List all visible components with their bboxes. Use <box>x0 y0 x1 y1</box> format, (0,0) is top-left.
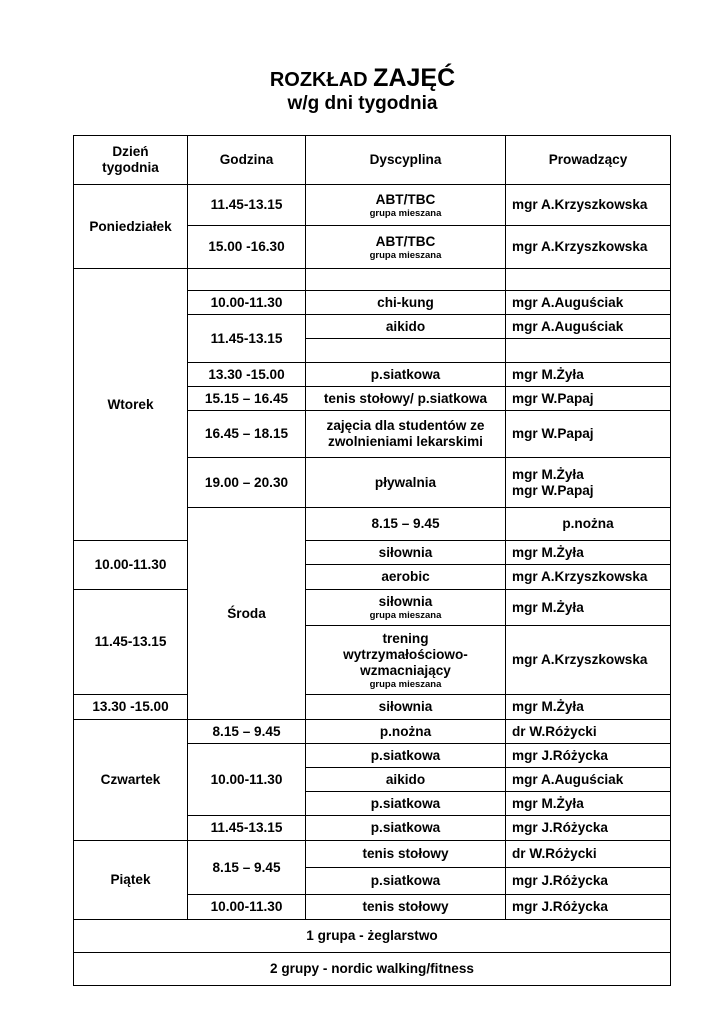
discipline-cell: trening wytrzymałościowo- wzmacniający grupa mieszana <box>306 626 506 695</box>
time-cell: 8.15 – 9.45 <box>188 841 306 895</box>
discipline-cell: aikido <box>306 315 506 339</box>
discipline-cell: aikido <box>306 768 506 792</box>
discipline-cell: p.siatkowa <box>306 744 506 768</box>
teacher-cell: mgr J.Różycka <box>506 895 671 920</box>
time-cell: 8.15 – 9.45 <box>306 508 506 541</box>
teacher-cell: dr W.Różycki <box>506 841 671 868</box>
footer-note-1: 1 grupa - żeglarstwo <box>74 920 671 953</box>
day-thursday: Czwartek <box>74 720 188 841</box>
time-cell: 11.45-13.15 <box>188 185 306 226</box>
footer-note-2: 2 grupy - nordic walking/fitness <box>74 953 671 986</box>
time-cell: 15.15 – 16.45 <box>188 387 306 411</box>
teacher-cell: mgr W.Papaj <box>506 411 671 458</box>
footer-row <box>74 953 671 986</box>
table-row <box>74 541 671 565</box>
table-row <box>74 720 671 744</box>
teacher-cell: mgr J.Różycka <box>506 816 671 841</box>
day-friday: Piątek <box>74 841 188 920</box>
discipline-cell: zajęcia dla studentów ze zwolnieniami lekarskimi <box>306 411 506 458</box>
header-discipline: Dyscyplina <box>306 136 506 185</box>
discipline-cell: aerobic <box>306 565 506 590</box>
table-header-row <box>74 136 671 185</box>
discipline-cell: tenis stołowy/ p.siatkowa <box>306 387 506 411</box>
time-cell: 13.30 -15.00 <box>74 695 188 720</box>
teacher-cell: mgr M.Żyła <box>506 541 671 565</box>
time-cell: 10.00-11.30 <box>188 291 306 315</box>
discipline-cell: p.siatkowa <box>306 816 506 841</box>
discipline-cell: siłownia <box>306 695 506 720</box>
time-cell: 11.45-13.15 <box>188 315 306 363</box>
discipline-cell: siłownia <box>306 541 506 565</box>
page-title <box>0 64 725 93</box>
time-cell: 15.00 -16.30 <box>188 226 306 269</box>
teacher-cell: mgr M.Żyła <box>506 590 671 626</box>
teacher-cell: mgr W.Papaj <box>506 387 671 411</box>
title-word-1: ROZKŁAD <box>269 69 368 91</box>
time-cell: 10.00-11.30 <box>74 541 188 590</box>
discipline-cell: p.siatkowa <box>306 868 506 895</box>
discipline-cell: p.nożna <box>506 508 671 541</box>
table-row <box>74 590 671 626</box>
footer-row <box>74 920 671 953</box>
discipline-cell: siłownia grupa mieszana <box>306 590 506 626</box>
time-cell: 11.45-13.15 <box>74 590 188 695</box>
teacher-cell: mgr M.Żyła <box>506 792 671 816</box>
discipline-cell: p.siatkowa <box>306 363 506 387</box>
discipline-cell: tenis stołowy <box>306 895 506 920</box>
day-monday: Poniedziałek <box>74 185 188 269</box>
table-row <box>74 841 671 868</box>
table-row <box>74 185 671 226</box>
teacher-cell: mgr J.Różycka <box>506 868 671 895</box>
discipline-cell: p.siatkowa <box>306 792 506 816</box>
teacher-cell: mgr M.Żyła mgr W.Papaj <box>506 458 671 508</box>
teacher-cell: mgr M.Żyła <box>506 363 671 387</box>
title-word-2: ZAJĘĆ <box>373 64 456 92</box>
time-cell: 13.30 -15.00 <box>188 363 306 387</box>
day-tuesday: Wtorek <box>74 269 188 541</box>
discipline-cell: chi-kung <box>306 291 506 315</box>
teacher-cell: mgr A.Auguściak <box>506 291 671 315</box>
page-subtitle: w/g dni tygodnia <box>287 93 438 114</box>
teacher-cell: dr W.Różycki <box>506 720 671 744</box>
header-day: Dzień tygodnia <box>74 136 188 185</box>
discipline-cell: p.nożna <box>306 720 506 744</box>
time-cell: 11.45-13.15 <box>188 816 306 841</box>
table-row <box>74 269 671 291</box>
teacher-cell: mgr M.Żyła <box>506 695 671 720</box>
time-cell: 19.00 – 20.30 <box>188 458 306 508</box>
time-cell: 10.00-11.30 <box>188 895 306 920</box>
teacher-cell: mgr A.Krzyszkowska <box>506 626 671 695</box>
header-time: Godzina <box>188 136 306 185</box>
teacher-cell: mgr A.Auguściak <box>506 768 671 792</box>
teacher-cell: mgr A.Krzyszkowska <box>506 185 671 226</box>
discipline-cell: pływalnia <box>306 458 506 508</box>
time-cell: 10.00-11.30 <box>188 744 306 816</box>
discipline-cell: ABT/TBC grupa mieszana <box>306 185 506 226</box>
teacher-cell: mgr A.Krzyszkowska <box>506 565 671 590</box>
time-cell: 16.45 – 18.15 <box>188 411 306 458</box>
day-wednesday: Środa <box>188 508 306 720</box>
time-cell: 8.15 – 9.45 <box>188 720 306 744</box>
teacher-cell: mgr A.Auguściak <box>506 315 671 339</box>
schedule-table <box>73 135 671 986</box>
discipline-cell: ABT/TBC grupa mieszana <box>306 226 506 269</box>
teacher-cell: mgr A.Krzyszkowska <box>506 226 671 269</box>
header-teacher: Prowadzący <box>506 136 671 185</box>
discipline-cell: tenis stołowy <box>306 841 506 868</box>
teacher-cell: mgr J.Różycka <box>506 744 671 768</box>
table-row <box>74 695 671 720</box>
